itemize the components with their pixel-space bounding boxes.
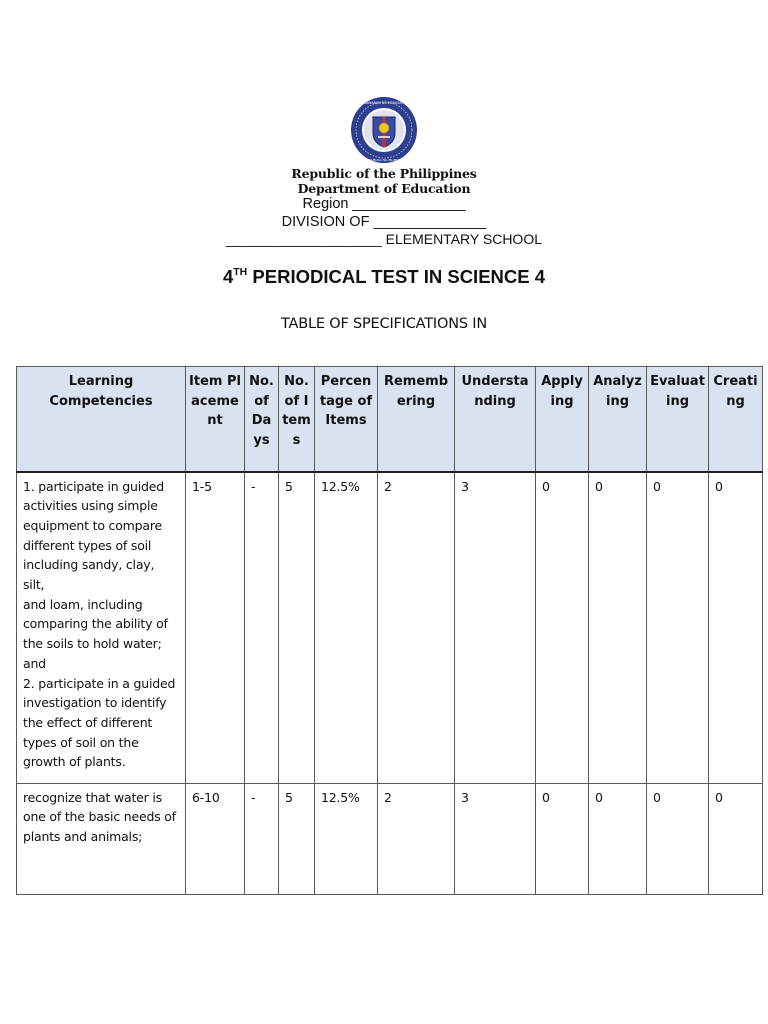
col-header-days: No. of Days [245,367,279,472]
remembering-cell: 2 [378,472,455,784]
col-header-applying: Applying [536,367,589,472]
analyzing-cell: 0 [589,472,647,784]
table-row [17,472,763,784]
page-title: 4TH PERIODICAL TEST IN SCIENCE 4 [222,265,546,287]
remembering-cell: 2 [378,783,455,894]
item-placement-cell: 1-5 [186,472,245,784]
department-heading: Department of Education [297,181,471,196]
percentage-cell: 12.5% [315,472,378,784]
days-cell: - [245,472,279,784]
col-header-percentage: Percentage of Items [315,367,378,472]
col-header-analyzing: Analyzing [589,367,647,472]
svg-text:REPUBLIKA NG PILIPINAS: REPUBLIKA NG PILIPINAS [365,158,403,162]
division-line: DIVISION OF ______________ [281,214,487,230]
competency-cell: recognize that water is one of the basic needs of plants and animals; [17,783,186,894]
region-line: Region ______________ [302,196,466,212]
col-header-remembering: Remembering [378,367,455,472]
evaluating-cell: 0 [647,783,709,894]
deped-seal-logo [349,95,419,165]
applying-cell: 0 [536,783,589,894]
col-header-competencies: Learning Competencies [17,367,186,472]
applying-cell: 0 [536,472,589,784]
days-cell: - [245,783,279,894]
table-row [17,783,763,894]
creating-cell: 0 [709,472,763,784]
creating-cell: 0 [709,783,763,894]
col-header-evaluating: Evaluating [647,367,709,472]
col-header-item-placement: Item Placement [186,367,245,472]
analyzing-cell: 0 [589,783,647,894]
items-cell: 5 [279,783,315,894]
percentage-cell: 12.5% [315,783,378,894]
title-superscript: TH [233,265,248,278]
items-cell: 5 [279,472,315,784]
evaluating-cell: 0 [647,472,709,784]
republic-heading: Republic of the Philippines [291,166,477,181]
school-line: ____________________ ELEMENTARY SCHOOL [226,231,542,247]
svg-text:KAGAWARAN NG EDUKASYON: KAGAWARAN NG EDUKASYON [358,101,410,105]
competency-cell: 1. participate in guided activities using simple equipment to compare different types of soil including sandy, clay, silt, and loam, including comparing the ability of the soils to hold water; and 2. participate in a guided investigation to identify the effect of different types of soil on the growth of plants. [17,472,186,784]
col-header-understanding: Understanding [455,367,536,472]
specifications-table [16,366,763,895]
understanding-cell: 3 [455,783,536,894]
understanding-cell: 3 [455,472,536,784]
page-subtitle: TABLE OF SPECIFICATIONS IN [281,316,487,332]
table-header-row [17,367,763,472]
col-header-items: No. of Items [279,367,315,472]
item-placement-cell: 6-10 [186,783,245,894]
col-header-creating: Creating [709,367,763,472]
